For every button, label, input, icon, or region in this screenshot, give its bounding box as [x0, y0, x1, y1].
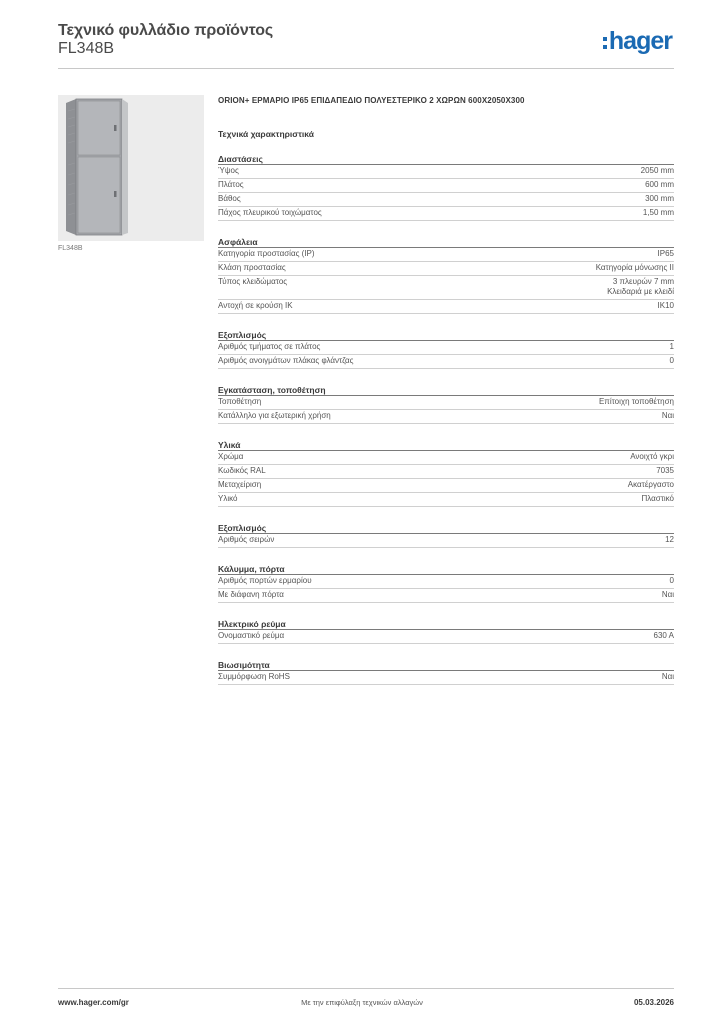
section-title: Διαστάσεις: [218, 153, 674, 165]
section-title: Εγκατάσταση, τοποθέτηση: [218, 384, 674, 396]
spec-value: [645, 180, 674, 190]
spec-value-line: Ναι: [661, 672, 674, 681]
spec-row: [218, 276, 674, 300]
product-name: ORION+ ΕΡΜΑΡΙΟ IP65 ΕΠΙΔΑΠΕΔΙΟ ΠΟΛΥΕΣΤΕΡΙΚΟ 2 ΧΩΡΩΝ 600Χ2050Χ300: [218, 96, 525, 105]
spec-value-line: 600 mm: [645, 180, 674, 189]
spec-row: [218, 465, 674, 479]
footer-date: 05.03.2026: [633, 998, 674, 1007]
spec-value: [630, 452, 674, 462]
section-title: Υλικά: [218, 439, 674, 451]
spec-row: [218, 300, 674, 314]
spec-content: [218, 96, 674, 685]
logo-colon-icon: [603, 37, 607, 49]
spec-label: Βάθος: [218, 194, 241, 203]
spec-value-line: 300 mm: [645, 194, 674, 203]
spec-row: [218, 355, 674, 369]
spec-value-line: 12: [665, 535, 674, 544]
spec-row: [218, 534, 674, 548]
spec-value: [645, 194, 674, 204]
spec-value-line: 1,50 mm: [642, 208, 674, 217]
spec-row: [218, 589, 674, 603]
header-divider: [58, 68, 674, 69]
page-header: [58, 22, 674, 72]
footer-website-link[interactable]: www.hager.com/gr: [58, 998, 129, 1007]
spec-label: Αριθμός σειρών: [218, 535, 275, 544]
spec-row: [218, 341, 674, 355]
spec-value-line: 3 πλευρών 7 mm: [612, 277, 674, 286]
spec-value: [607, 277, 674, 297]
spec-value: [658, 301, 674, 311]
logo-text: hager: [608, 27, 672, 55]
spec-value-line: IP65: [657, 249, 674, 258]
spec-label: Πλάτος: [218, 180, 244, 189]
spec-row: [218, 193, 674, 207]
image-caption: FL348B: [58, 245, 83, 252]
footer-divider: [58, 988, 674, 989]
spec-value-line: Πλαστικό: [641, 494, 674, 503]
spec-sections: [218, 153, 674, 685]
spec-row: [218, 575, 674, 589]
section-title: Κάλυμμα, πόρτα: [218, 563, 674, 575]
spec-value: [641, 494, 674, 504]
spec-section: [218, 329, 674, 369]
spec-value-line: Ναι: [661, 411, 674, 420]
spec-label: Αντοχή σε κρούση IK: [218, 301, 293, 310]
hager-logo[interactable]: [603, 28, 672, 54]
spec-section: [218, 522, 674, 548]
spec-row: [218, 262, 674, 276]
spec-value-line: 630 A: [653, 631, 674, 640]
spec-label: Ονομαστικό ρεύμα: [218, 631, 285, 640]
spec-section: [218, 659, 674, 685]
spec-value-line: Κλειδαριά με κλειδί: [607, 287, 674, 296]
spec-label: Κατάλληλο για εξωτερική χρήση: [218, 411, 331, 420]
spec-section: [218, 618, 674, 644]
spec-row: [218, 671, 674, 685]
cabinet-illustration: [58, 95, 204, 241]
spec-value: [599, 397, 674, 407]
spec-label: Συμμόρφωση RoHS: [218, 672, 290, 681]
spec-label: Αριθμός πορτών ερμαρίου: [218, 576, 312, 585]
spec-value: [641, 166, 674, 176]
spec-value: [662, 590, 674, 600]
spec-value-line: 7035: [656, 466, 674, 475]
spec-value: [662, 672, 674, 682]
spec-value: [654, 631, 674, 641]
spec-value: [670, 356, 674, 366]
spec-value-line: Ανοιχτό γκρι: [630, 452, 674, 461]
spec-value-line: Ακατέργαστο: [627, 480, 674, 489]
spec-label: Ύψος: [218, 166, 239, 175]
spec-row: [218, 248, 674, 262]
spec-label: Τύπος κλειδώματος: [218, 277, 288, 286]
spec-row: [218, 630, 674, 644]
spec-value-line: Κατηγορία μόνωσης II: [595, 263, 674, 272]
section-title: Εξοπλισμός: [218, 329, 674, 341]
spec-label: Κλάση προστασίας: [218, 263, 286, 272]
spec-section: [218, 439, 674, 507]
spec-label: Αριθμός τμήματος σε πλάτος: [218, 342, 321, 351]
section-title: Εξοπλισμός: [218, 522, 674, 534]
spec-section: [218, 236, 674, 314]
spec-value-line: 0: [669, 356, 674, 365]
spec-label: Μεταχείριση: [218, 480, 262, 489]
spec-label: Χρώμα: [218, 452, 244, 461]
spec-value-line: 1: [669, 342, 674, 351]
spec-label: Αριθμός ανοιγμάτων πλάκας φλάντζας: [218, 356, 354, 365]
spec-value-line: IK10: [657, 301, 674, 310]
spec-section: [218, 153, 674, 221]
spec-row: [218, 207, 674, 221]
spec-label: Κωδικός RAL: [218, 466, 266, 475]
spec-row: [218, 396, 674, 410]
product-image: [58, 95, 204, 241]
spec-value: [656, 466, 674, 476]
spec-value-line: Ναι: [661, 590, 674, 599]
spec-value: [665, 535, 674, 545]
spec-value: [662, 411, 674, 421]
spec-value: [658, 249, 674, 259]
spec-value: [628, 480, 674, 490]
spec-value: [670, 576, 674, 586]
section-title: Ηλεκτρικό ρεύμα: [218, 618, 674, 630]
section-title: Βιωσιμότητα: [218, 659, 674, 671]
spec-row: [218, 451, 674, 465]
section-title: Ασφάλεια: [218, 236, 674, 248]
spec-label: Τοποθέτηση: [218, 397, 262, 406]
tech-characteristics-heading: Τεχνικά χαρακτηριστικά: [218, 129, 314, 139]
spec-section: [218, 384, 674, 424]
spec-row: [218, 479, 674, 493]
spec-row: [218, 493, 674, 507]
spec-value: [643, 208, 674, 218]
spec-section: [218, 563, 674, 603]
spec-value: [596, 263, 674, 273]
footer-note: Με την επιφύλαξη τεχνικών αλλαγών: [301, 998, 423, 1007]
spec-value-line: Επίτοιχη τοποθέτηση: [598, 397, 674, 406]
spec-value-line: 0: [669, 576, 674, 585]
spec-label: Κατηγορία προστασίας (IP): [218, 249, 315, 258]
spec-row: [218, 410, 674, 424]
spec-value: [670, 342, 674, 352]
spec-row: [218, 179, 674, 193]
spec-label: Πάχος πλευρικού τοιχώματος: [218, 208, 322, 217]
spec-value-line: 2050 mm: [640, 166, 674, 175]
spec-row: [218, 165, 674, 179]
spec-label: Με διάφανη πόρτα: [218, 590, 284, 599]
product-code: FL348B: [58, 40, 115, 57]
document-title: Τεχνικό φυλλάδιο προϊόντος: [58, 22, 274, 39]
spec-label: Υλικό: [218, 494, 238, 503]
